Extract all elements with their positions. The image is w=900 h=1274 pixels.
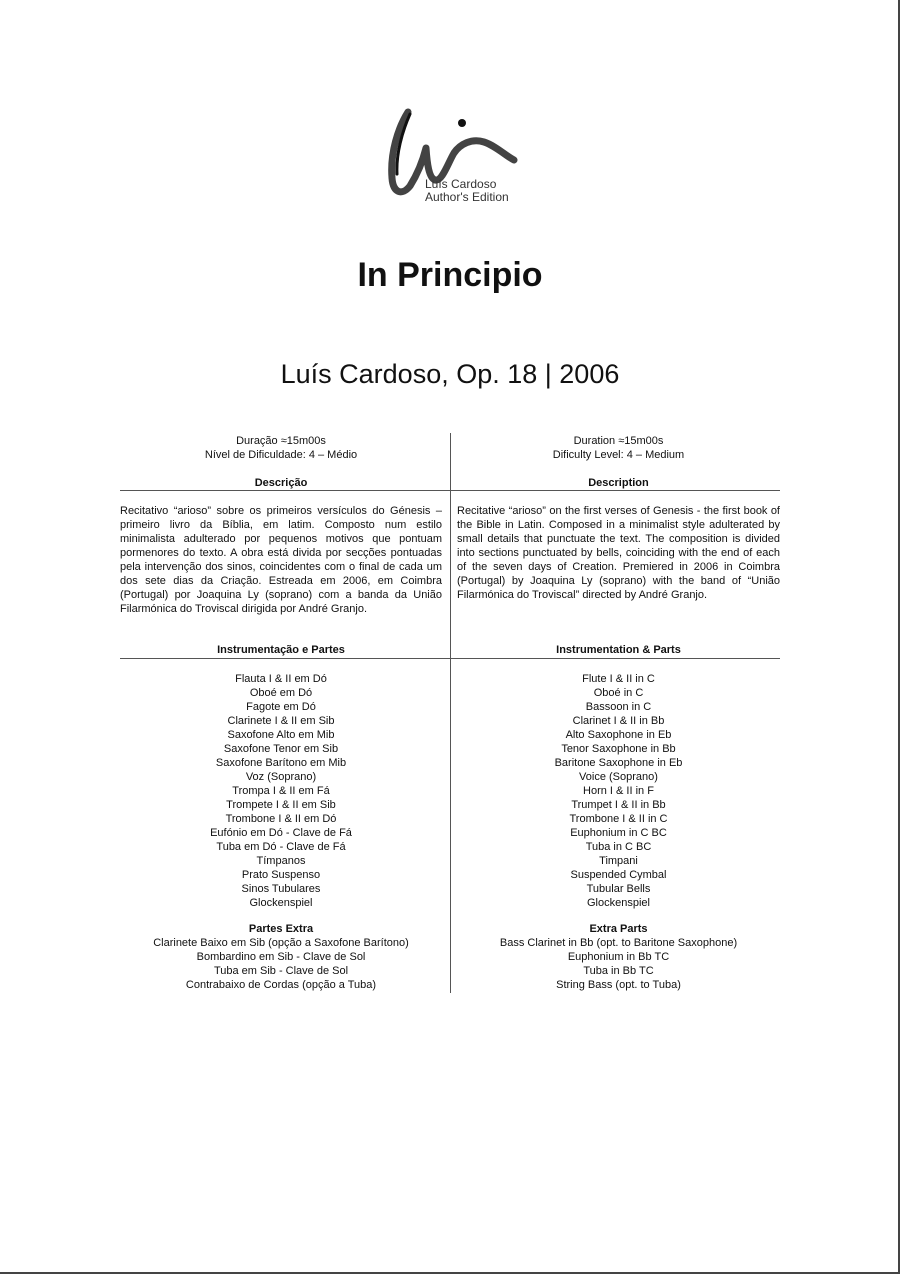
logo-name: Luís Cardoso bbox=[425, 177, 497, 191]
page-title: In Principio bbox=[357, 256, 543, 294]
list-item: Trompa I & II em Fá bbox=[232, 785, 330, 797]
en-extra-heading: Extra Parts bbox=[589, 923, 648, 935]
description-rule bbox=[120, 490, 780, 491]
instrumentation-rule bbox=[120, 658, 780, 659]
list-item: Horn I & II in F bbox=[583, 785, 654, 797]
pt-instrument-list bbox=[120, 672, 442, 910]
list-item: Clarinet I & II in Bb bbox=[572, 715, 665, 727]
list-item: Saxofone Tenor em Sib bbox=[223, 743, 339, 755]
list-item: Saxofone Alto em Mib bbox=[227, 729, 335, 741]
logo-edition: Author's Edition bbox=[425, 190, 509, 204]
pt-instrumentation-heading: Instrumentação e Partes bbox=[217, 644, 345, 656]
list-item: Tuba em Sib - Clave de Sol bbox=[213, 965, 349, 977]
list-item: Oboé in C bbox=[593, 687, 644, 699]
en-description-heading: Description bbox=[588, 477, 649, 489]
list-item: Timpani bbox=[599, 855, 638, 867]
list-item: Bassoon in C bbox=[585, 701, 652, 713]
pt-difficulty: Nível de Dificuldade: 4 – Médio bbox=[204, 449, 358, 461]
list-item: Tubular Bells bbox=[586, 883, 651, 895]
list-item: Contrabaixo de Cordas (opção a Tuba) bbox=[185, 979, 377, 991]
en-duration: Duration ≈15m00s bbox=[573, 435, 664, 447]
en-meta bbox=[457, 434, 780, 462]
en-instrumentation-heading: Instrumentation & Parts bbox=[556, 644, 681, 656]
list-item: Oboé em Dó bbox=[249, 687, 313, 699]
list-item: Trombone I & II em Dó bbox=[225, 813, 337, 825]
list-item: Fagote em Dó bbox=[246, 701, 316, 713]
list-item: Sinos Tubulares bbox=[241, 883, 321, 895]
list-item: Saxofone Barítono em Mib bbox=[215, 757, 347, 769]
en-difficulty: Dificulty Level: 4 – Medium bbox=[552, 449, 685, 461]
list-item: Suspended Cymbal bbox=[570, 869, 667, 881]
pt-meta bbox=[120, 434, 442, 462]
list-item: Euphonium in C BC bbox=[570, 827, 667, 839]
en-extra-list bbox=[457, 936, 780, 992]
list-item: Clarinete I & II em Sib bbox=[227, 715, 335, 727]
list-item: Tímpanos bbox=[256, 855, 306, 867]
list-item: Tenor Saxophone in Bb bbox=[561, 743, 676, 755]
list-item: Flauta I & II em Dó bbox=[235, 673, 327, 685]
list-item: Baritone Saxophone in Eb bbox=[554, 757, 683, 769]
list-item: Voice (Soprano) bbox=[579, 771, 658, 783]
pt-extra-list bbox=[120, 936, 442, 992]
list-item: Bombardino em Sib - Clave de Sol bbox=[196, 951, 366, 963]
list-item: Alto Saxophone in Eb bbox=[565, 729, 672, 741]
list-item: Tuba em Dó - Clave de Fá bbox=[216, 841, 346, 853]
page-subtitle: Luís Cardoso, Op. 18 | 2006 bbox=[280, 359, 620, 389]
en-description: Recitative “arioso” on the first verses of Genesis - the first book of the Bible in Latin. Composed in a minimalist style adulterated by small details that punctuate the text. The composition is divided into sections punctuated by bells, coinciding with the end of each of the seven days of Creation. Premiered in 2006 in Coimbra (Portugal) by Joaquina Ly (soprano) with the band of “União Filarmónica do Troviscal” directed by André Granjo. bbox=[457, 505, 780, 601]
list-item: Trumpet I & II in Bb bbox=[571, 799, 666, 811]
list-item: Glockenspiel bbox=[587, 897, 650, 909]
en-instrument-list bbox=[457, 672, 780, 910]
list-item: Flute I & II in C bbox=[582, 673, 655, 685]
column-divider bbox=[450, 433, 451, 993]
list-item: Trombone I & II in C bbox=[569, 813, 668, 825]
list-item: Tuba in C BC bbox=[585, 841, 652, 853]
list-item: String Bass (opt. to Tuba) bbox=[556, 979, 681, 991]
list-item: Trompete I & II em Sib bbox=[226, 799, 336, 811]
pt-extra-heading: Partes Extra bbox=[248, 923, 314, 935]
list-item: Euphonium in Bb TC bbox=[567, 951, 670, 963]
list-item: Glockenspiel bbox=[249, 897, 313, 909]
list-item: Tuba in Bb TC bbox=[583, 965, 654, 977]
author-logo bbox=[380, 108, 530, 208]
pt-description: Recitativo “arioso” sobre os primeiros versículos do Génesis – primeiro livro da Bíblia, em latim. Composto num estilo minimalista adulterado por pequenos motivos que pontuam pormenores do texto. A obra está divida por secções pontuadas pela intervenção dos sinos, coincidentes com o final de cada um dos sete dias da Criação. Estreada em 2006, em Coimbra (Portugal) por Joaquina Ly (soprano) com a banda da União Filarmónica do Troviscal dirigida por André Granjo. bbox=[120, 505, 442, 615]
list-item: Clarinete Baixo em Sib (opção a Saxofone Barítono) bbox=[153, 937, 409, 949]
list-item: Bass Clarinet in Bb (opt. to Baritone Saxophone) bbox=[499, 937, 738, 949]
list-item: Eufónio em Dó - Clave de Fá bbox=[210, 827, 352, 839]
pt-description-heading: Descrição bbox=[254, 477, 308, 489]
pt-duration: Duração ≈15m00s bbox=[236, 435, 326, 447]
list-item: Voz (Soprano) bbox=[245, 771, 317, 783]
list-item: Prato Suspenso bbox=[241, 869, 321, 881]
